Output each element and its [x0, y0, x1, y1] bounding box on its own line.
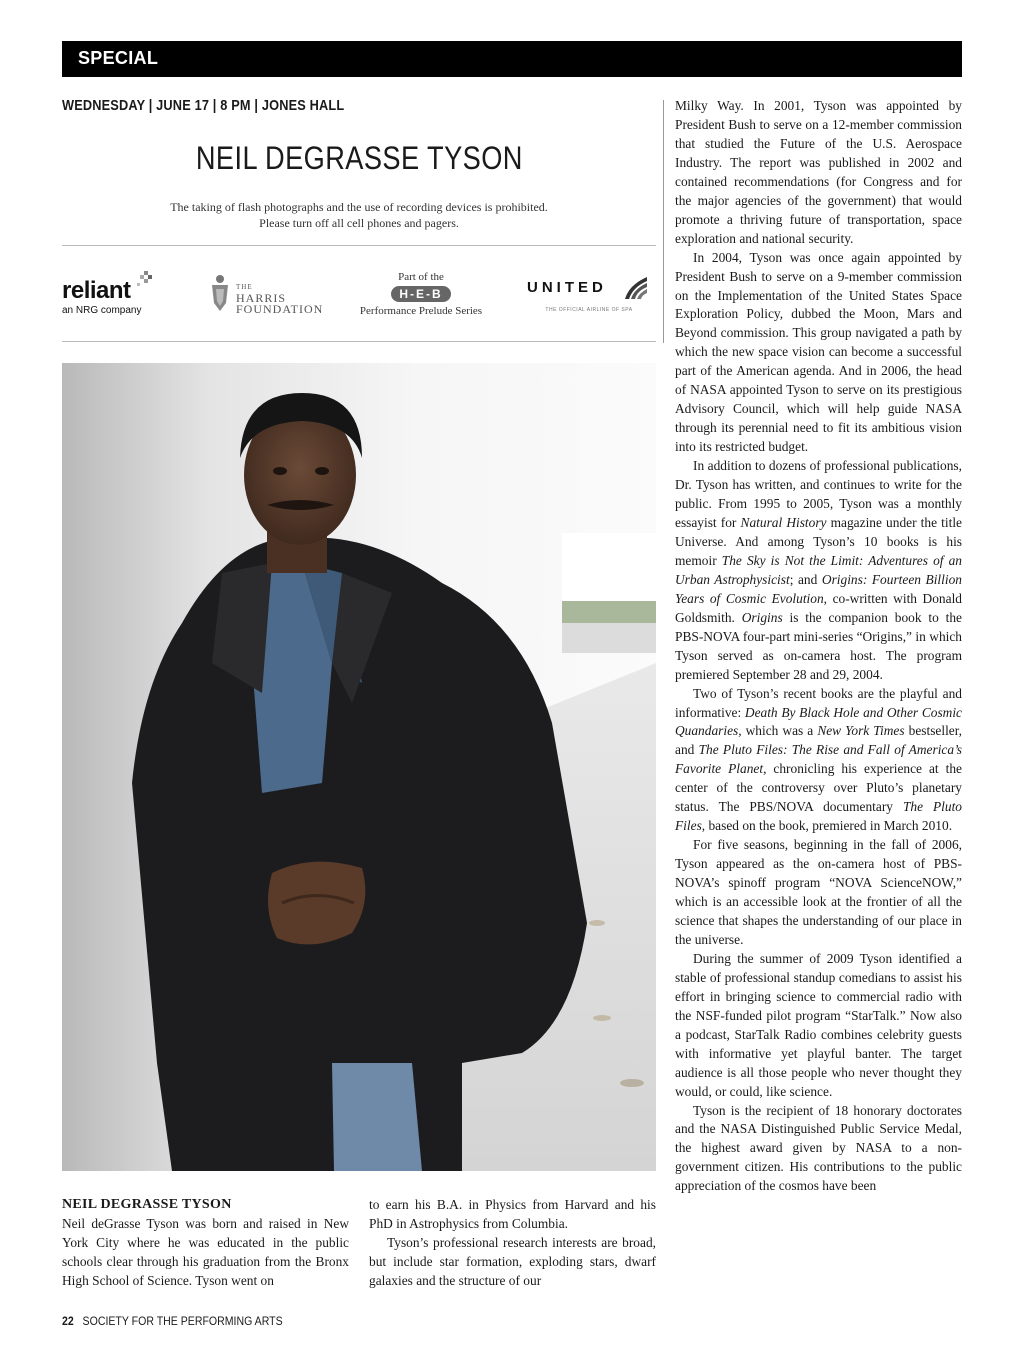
heb-logo	[356, 271, 486, 317]
article-col3-paragraph-5: For five seasons, beginning in the fall of 2006, Tyson appeared as the on-camera host of PBS-NOVA’s spinoff program “NOVA ScienceNOW,” which is an accessible look at the frontier of all the science that shapes the understanding of our place in the universe.	[675, 837, 962, 947]
page-footer	[62, 1314, 283, 1328]
italic-title: Death By Black Hole and Other Cosmic Quandaries	[675, 704, 962, 739]
reliant-logo	[62, 277, 162, 316]
article-col3-paragraph-7: Tyson is the recipient of 18 honorary doctorates and the NASA Distinguished Public Service Medal, the highest award given by NASA to a non-government citizen. His contributions to the public appreciation of the cosmos have been	[675, 1102, 962, 1194]
italic-title: Origins	[741, 609, 783, 625]
event-details: WEDNESDAY | JUNE 17 | 8 PM | JONES HALL	[62, 97, 345, 114]
article-col3-paragraph-2: In 2004, Tyson was once again appointed by President Bush to serve on a 9-member commission on the Implementation of the United States Space Exploration Policy, dubbed the Moon, Mars and Beyond commission. This group navigated a path by which the new space vision can become a successful part of the American agenda. And in 2006, the head of NASA appointed Tyson to serve on its prestigious Advisory Council, which will help guide NASA through its perennial need to fit its ambitious vision into its restricted budget.	[675, 249, 962, 455]
divider-top	[62, 245, 656, 246]
article-heading: NEIL DEGRASSE TYSON	[62, 1197, 232, 1212]
article-col3-paragraph-4	[675, 685, 962, 837]
italic-title: Natural History	[740, 514, 827, 530]
text-run: is the companion book to the PBS-NOVA four-part mini-series “Origins,” in which Tyson served as on-camera host. The program premiered September 28 and 29, 2004.	[675, 609, 962, 682]
reliant-dots-icon	[137, 271, 155, 289]
harris-text	[236, 282, 323, 315]
event-notice	[62, 199, 656, 231]
article-col2-paragraph-1: to earn his B.A. in Physics from Harvard and his PhD in Astrophysics from Columbia.	[369, 1197, 656, 1231]
harris-line-3: FOUNDATION	[236, 302, 324, 316]
harris-crest-icon	[208, 273, 232, 313]
heb-bottom-text: Performance Prelude Series	[359, 305, 483, 317]
publication-name: SOCIETY FOR THE PERFORMING ARTS	[82, 1314, 283, 1328]
harris-foundation-logo	[208, 273, 328, 316]
article-col3-paragraph-1: Milky Way. In 2001, Tyson was appointed by President Bush to serve on a 12-member commission that studied the Future of the U.S. Aerospace Industry. The report was published in 2002 and contained recommendations (for Congress and for the major agencies of the government) that would promote a thriving future of transportation, space exploration and national security.	[675, 98, 962, 246]
section-label: SPECIAL	[78, 48, 159, 68]
harris-line-1: THE	[236, 283, 253, 291]
article-col2-paragraph-2: Tyson’s professional research interests are broad, but include star formation, exploding stars, dwarf galaxies and the structure of our	[369, 1234, 656, 1288]
event-title-text: NEIL DEGRASSE TYSON	[195, 140, 523, 176]
article-col3-paragraph-3	[675, 457, 962, 684]
text-run: , chronicling his experience at the center of the controversy over Pluto’s planetary status. The PBS/NOVA documentary	[675, 761, 962, 815]
united-tulip-icon	[625, 277, 647, 299]
column-divider	[663, 100, 664, 343]
heb-wordmark: H-E-B	[391, 286, 450, 302]
harris-line-2: HARRIS	[236, 291, 287, 305]
article-column-1	[62, 1196, 349, 1291]
text-run: , co-written with Donald Goldsmith.	[675, 590, 962, 625]
reliant-wordmark: reliant	[62, 277, 131, 304]
italic-title: The Sky is Not the Limit: Adventures of an Urban Astrophysicist	[675, 552, 962, 587]
italic-title: The Pluto Files	[675, 799, 962, 834]
portrait-photo	[62, 363, 656, 1171]
reliant-tagline: an NRG company	[62, 305, 142, 316]
text-run: In addition to dozens of professional publications, Dr. Tyson has written, and continues to write for the public. From 1995 to 2005, Tyson was a monthly essayist for	[675, 458, 962, 530]
united-logo	[527, 279, 651, 313]
portrait-image	[62, 363, 656, 1171]
page-number: 22	[62, 1314, 74, 1328]
article-column-3	[675, 97, 962, 1196]
text-run: , which was a	[738, 723, 818, 739]
event-title	[62, 140, 656, 177]
text-run: ; and	[789, 571, 822, 587]
united-wordmark: UNITED	[527, 279, 607, 296]
italic-title: The Pluto Files: The Rise and Fall of America’s Favorite Planet	[675, 742, 962, 777]
notice-line-1: The taking of flash photographs and the use of recording devices is prohibited.	[170, 200, 548, 214]
italic-title: New York Times	[817, 723, 905, 739]
text-run: bestseller, and	[675, 723, 962, 758]
italic-title: Origins: Fourteen Billion Years of Cosmic Evolution	[675, 571, 962, 606]
notice-line-2: Please turn off all cell phones and pagers.	[259, 216, 459, 230]
heb-top-text: Part of the	[398, 271, 444, 283]
article-col3-paragraph-6: During the summer of 2009 Tyson identified a stable of professional standup comedians to assist his effort in bringing science to commercial radio with the NSF-funded pilot program “StarTalk.” Now also a podcast, StarTalk Radio combines celebrity guests with informative yet playful banter. The target audience is all those people who never thought they would, or could, like science.	[675, 950, 962, 1099]
united-tagline: THE OFFICIAL AIRLINE OF SPA	[545, 307, 633, 313]
section-header-bar	[62, 41, 962, 77]
text-run: magazine under the title Universe. And among Tyson’s 10 books is his memoir	[675, 514, 962, 568]
article-col1-paragraph: Neil deGrasse Tyson was born and raised in New York City where he was educated in the public schools clear through his graduation from the Bronx High School of Science. Tyson went on	[62, 1215, 349, 1288]
text-run: , based on the book, premiered in March 2010.	[701, 818, 953, 834]
divider-bottom	[62, 341, 656, 342]
text-run: Two of Tyson’s recent books are the playful and informative:	[675, 685, 962, 720]
article-column-2	[369, 1196, 656, 1291]
